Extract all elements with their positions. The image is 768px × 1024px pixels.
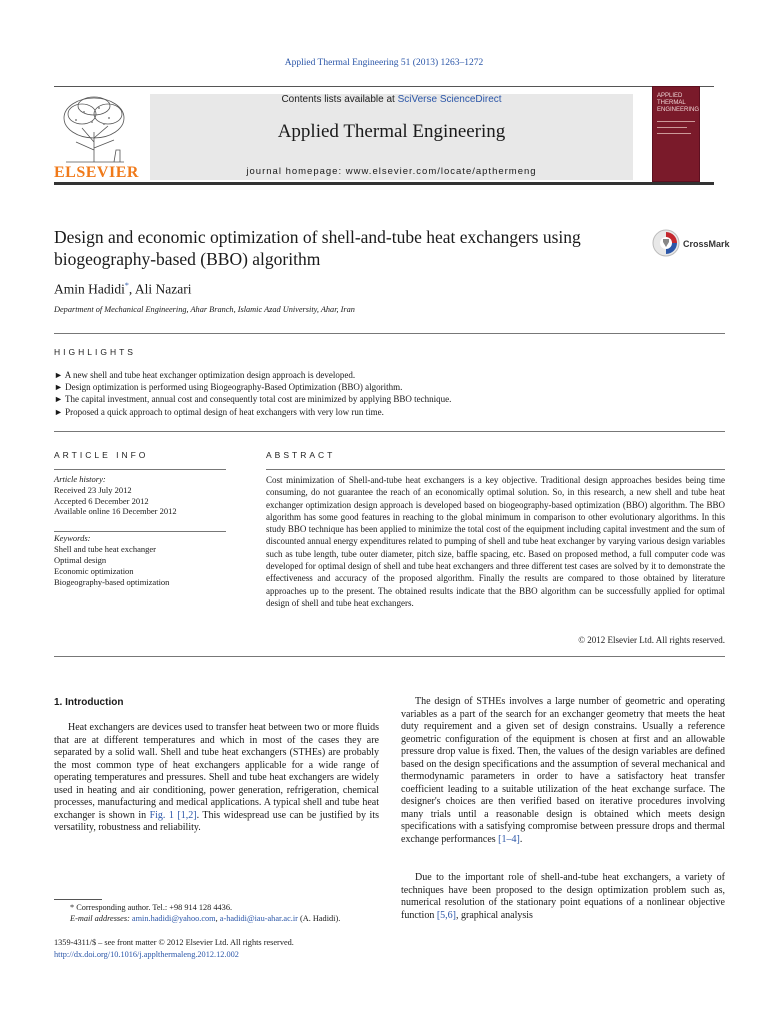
journal-cover-thumbnail[interactable] xyxy=(652,86,700,182)
author-list xyxy=(54,281,192,298)
history-received: Received 23 July 2012 xyxy=(54,484,132,495)
header-top-rule xyxy=(54,86,714,87)
crossmark-icon xyxy=(652,229,680,257)
highlights-list xyxy=(54,369,725,418)
article-info-heading: ARTICLE INFO xyxy=(54,450,149,460)
body-paragraph xyxy=(401,872,725,922)
highlight-text: A new shell and tube heat exchanger optimization design approach is developed. xyxy=(64,370,356,380)
citation-reference[interactable]: [5,6] xyxy=(436,909,456,921)
highlight-text: Proposed a quick approach to optimal design of heat exchangers with very low run time. xyxy=(65,406,384,417)
journal-homepage[interactable]: journal homepage: www.elsevier.com/locate/apthermeng xyxy=(246,166,537,177)
bullet-icon: ► xyxy=(54,370,63,380)
issn-line: 1359-4311/$ – see front matter © 2012 Elsevier Ltd. All rights reserved. xyxy=(54,938,294,947)
email-link[interactable]: amin.hadidi@yahoo.com xyxy=(131,914,216,923)
author-name[interactable]: Amin Hadidi xyxy=(54,281,125,297)
keyword-item: Biogeography-based optimization xyxy=(54,577,170,587)
crossmark-label: CrossMark xyxy=(683,239,730,249)
citation-reference[interactable]: [1,2] xyxy=(177,809,197,821)
abstract-heading: ABSTRACT xyxy=(266,450,336,460)
keyword-item: Economic optimization xyxy=(54,566,134,576)
cover-title-line-1: APPLIED xyxy=(657,93,683,99)
history-label: Article history: xyxy=(54,474,106,484)
article-info-rule xyxy=(54,469,226,470)
bullet-icon: ► xyxy=(54,382,63,393)
author-affiliation: Department of Mechanical Engineering, Ahar Branch, Islamic Azad University, Ahar, Iran xyxy=(54,305,355,314)
cover-divider xyxy=(657,127,687,128)
history-accepted: Accepted 6 December 2012 xyxy=(54,495,149,506)
author-separator: , xyxy=(128,281,135,297)
article-history xyxy=(54,474,226,517)
paragraph-text: . This widespread use can be justified by its versatility, robustness and reliability. xyxy=(54,809,379,833)
cover-title-line-3: ENGINEERING xyxy=(657,107,700,113)
publisher-wordmark: ELSEVIER xyxy=(54,164,139,181)
highlight-item xyxy=(54,369,725,381)
article-title: Design and economic optimization of shell-and-tube heat exchangers using biogeography-based (BBO) algorithm xyxy=(54,227,581,269)
highlight-item xyxy=(54,393,725,405)
paragraph-text: The design of STHEs involves a large number of geometric and operating variables as a part of the search for an exchanger geometry that meets the heat duty requirement and a given set of design constrains. Usually a reference geometric configuration of the equipment is chosen at first and an allowable pressure drop value is fixed. Then, the values of the design variables are defined based on the design specifications and the assumption of several mechanical and thermodynamic parameters in order to have a satisfactory heat transfer coefficient leading to a suitable utilization of the heat exchange surface. The designer's choices are then verified based on iterative procedures involving many trials until a reasonable design is obtained which meets design specifications with a satisfying compromise between pressure drops and thermal exchange performances xyxy=(401,696,725,845)
corresponding-author-mark[interactable]: * xyxy=(124,281,129,290)
highlight-item xyxy=(54,381,725,393)
figure-reference[interactable]: Fig. 1 xyxy=(149,809,174,821)
contents-available-line xyxy=(150,94,633,105)
footnote-rule xyxy=(54,899,102,900)
email-separator: , xyxy=(215,914,220,923)
author-name[interactable]: Ali Nazari xyxy=(134,281,192,297)
article-info-rule xyxy=(54,531,226,532)
body-paragraph xyxy=(54,722,379,835)
section-rule xyxy=(54,431,725,432)
body-paragraph xyxy=(401,696,725,846)
keyword-item: Shell and tube heat exchanger xyxy=(54,544,156,554)
header-bottom-rule xyxy=(54,182,714,185)
paragraph-text: . xyxy=(519,833,523,845)
corresponding-author-note: * Corresponding author. Tel.: +98 914 128 4436. xyxy=(70,903,233,912)
crossmark-badge[interactable] xyxy=(652,229,732,259)
journal-citation[interactable]: Applied Thermal Engineering 51 (2013) 1263–1272 xyxy=(284,58,484,68)
highlight-item xyxy=(54,406,725,418)
cover-title-line-2: THERMAL xyxy=(657,100,686,106)
cover-divider xyxy=(657,133,691,134)
cover-divider xyxy=(657,121,695,122)
email-label: E-mail addresses: xyxy=(70,914,132,923)
section-heading-introduction: 1. Introduction xyxy=(54,697,124,708)
section-rule xyxy=(54,333,725,334)
paragraph-text: Heat exchangers are devices used to transfer heat between two or more fluids that are at different temperatures and which in most of the cases they are separated by a solid wall. Shell and tube heat exchangers (STHEs) are probably the most common type of heat exchangers applicable for a wide range of operating temperatures and pressures. Shell and tube heat exchangers are widely used in heating and air conditioning, power generation, refrigeration, chemical processes, manufacturing and medical applications. A typical shell and tube heat exchanger is shown in xyxy=(54,722,379,821)
journal-name: Applied Thermal Engineering xyxy=(277,121,506,142)
footnote xyxy=(54,902,384,924)
email-link[interactable]: a-hadidi@iau-ahar.ac.ir xyxy=(219,914,298,923)
highlights-heading: HIGHLIGHTS xyxy=(54,347,136,357)
paragraph-text: , graphical analysis xyxy=(456,909,533,921)
citation-reference[interactable]: [1–4] xyxy=(498,833,520,845)
contents-prefix: Contents lists available at xyxy=(281,94,398,105)
bullet-icon: ► xyxy=(54,394,63,405)
sciencedirect-link[interactable]: SciVerse ScienceDirect xyxy=(397,94,502,105)
bullet-icon: ► xyxy=(54,406,63,417)
highlight-text: The capital investment, annual cost and consequently total cost are minimized by applying BBO technique. xyxy=(65,394,452,405)
history-online: Available online 16 December 2012 xyxy=(54,506,177,517)
highlight-text: Design optimization is performed using Biogeography-Based Optimization (BBO) algorithm. xyxy=(65,382,403,393)
front-matter xyxy=(54,937,384,960)
abstract-text: Cost minimization of Shell-and-tube heat exchangers is a key objective. Traditional design approaches besides being time consuming, do not guarantee the reach of an economically optimal solution. So, in this research, a new shell and tube heat exchanger optimization design approach is developed based on biogeography-based optimization (BBO) algorithm. The BBO algorithm has some good features in reaching to the global minimum in comparison to other evolutionary algorithms. In this study BBO technique has been applied to minimize the total cost of the equipment including capital investment and the sum of discounted annual energy expenditures related to pumping of shell and tube heat exchanger by varying various design variables such as tube length, tube outer diameter, pitch size, baffle spacing, etc. Based on proposed method, a full computer code was developed for optimal design of shell and tube heat exchangers and three different test cases are solved by it to demonstrate the effectiveness and accuracy of the proposed algorithm. Finally the results are compared to those obtained by literature approaches up to the present. The obtained results indicate that the BBO algorithm can be successfully applied for optimal design of shell and tube heat exchangers. xyxy=(266,475,725,608)
keyword-list xyxy=(54,533,226,588)
section-rule xyxy=(54,656,725,657)
keyword-item: Optimal design xyxy=(54,555,107,565)
doi-link[interactable]: http://dx.doi.org/10.1016/j.applthermaleng.2012.12.002 xyxy=(54,949,239,959)
keywords-label: Keywords: xyxy=(54,533,91,543)
paragraph-text: Due to the important role of shell-and-tube heat exchangers, a variety of techniques have been proposed to the design optimization problem such as, numerical resolution of the stationary point equations of a nonlinear objective function xyxy=(401,872,725,921)
email-line xyxy=(54,913,384,924)
abstract-rule xyxy=(266,469,725,470)
email-suffix: (A. Hadidi). xyxy=(297,914,341,923)
abstract-copyright: © 2012 Elsevier Ltd. All rights reserved. xyxy=(578,635,725,645)
